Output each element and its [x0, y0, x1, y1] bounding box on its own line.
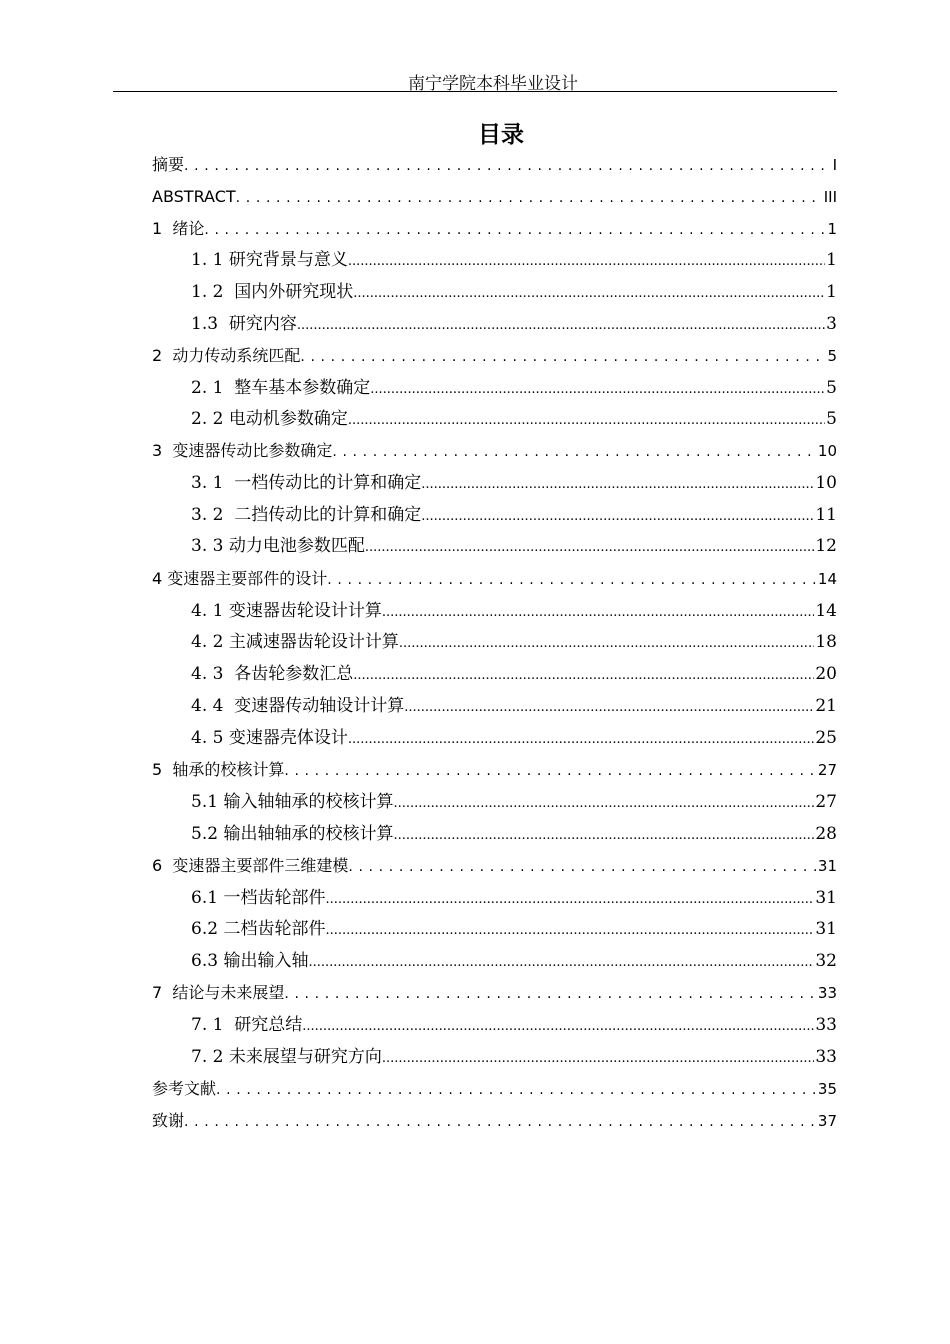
- toc-entry-label: 2. 1 整车基本参数确定: [191, 378, 371, 398]
- toc-entry-chapter[interactable]: [152, 564, 837, 594]
- dot-leader: [365, 531, 815, 563]
- toc-entry-label: 摘要: [152, 155, 185, 174]
- toc-entry-section[interactable]: [191, 468, 837, 498]
- toc-entry-page-number: 3: [826, 314, 837, 334]
- toc-entry-section[interactable]: [191, 531, 837, 561]
- toc-entry-page-number: 1: [826, 282, 837, 302]
- toc-entry-chapter[interactable]: [152, 150, 837, 180]
- toc-entry-label: 5.1 输入轴轴承的校核计算: [191, 792, 394, 812]
- dot-leader: [370, 373, 825, 405]
- toc-entry-page-number: 5: [827, 347, 837, 365]
- toc-entry-chapter[interactable]: [152, 214, 837, 244]
- toc-entry-page-number: 14: [815, 601, 837, 621]
- toc-entry-label: 3. 1 一档传动比的计算和确定: [191, 473, 422, 493]
- toc-entry-page-number: 5: [826, 378, 837, 398]
- toc-entry-page-number: 33: [817, 984, 837, 1002]
- dot-leader: [184, 150, 831, 181]
- dot-leader: [236, 182, 822, 213]
- toc-entry-section[interactable]: [191, 596, 837, 626]
- toc-entry-section[interactable]: [191, 691, 837, 721]
- toc-entry-label: 6.3 输出输入轴: [191, 951, 309, 971]
- dot-leader: [399, 627, 815, 659]
- dot-leader: [216, 1074, 816, 1105]
- toc-entry-page-number: 27: [817, 761, 837, 779]
- toc-entry-section[interactable]: [191, 723, 837, 753]
- dot-leader: [348, 851, 816, 882]
- dot-leader: [284, 755, 816, 786]
- toc-entry-section[interactable]: [191, 819, 837, 849]
- toc-entry-chapter[interactable]: [152, 341, 837, 371]
- dot-leader: [325, 883, 814, 915]
- toc-entry-label: 1.3 研究内容: [191, 314, 297, 334]
- toc-entry-page-number: I: [832, 156, 837, 174]
- dot-leader: [348, 404, 825, 436]
- toc-entry-label: 致谢: [152, 1111, 185, 1130]
- toc-entry-page-number: 32: [815, 951, 837, 971]
- toc-entry-label: 6.1 一档齿轮部件: [191, 888, 326, 908]
- toc-entry-page-number: 33: [815, 1015, 837, 1035]
- toc-entry-section[interactable]: [191, 883, 837, 913]
- toc-entry-page-number: 10: [815, 473, 837, 493]
- toc-entry-label: 4 变速器主要部件的设计: [152, 569, 328, 588]
- dot-leader: [421, 468, 814, 500]
- toc-entry-chapter[interactable]: [152, 978, 837, 1008]
- toc-entry-label: 3. 3 动力电池参数匹配: [191, 536, 365, 556]
- dot-leader: [382, 596, 815, 628]
- toc-entry-chapter[interactable]: [152, 851, 837, 881]
- toc-entry-section[interactable]: [191, 627, 837, 657]
- toc-entry-section[interactable]: [191, 1042, 837, 1072]
- toc-entry-section[interactable]: [191, 914, 837, 944]
- toc-entry-page-number: 28: [815, 824, 837, 844]
- toc-entry-page-number: 33: [815, 1047, 837, 1067]
- dot-leader: [353, 659, 814, 691]
- toc-entry-page-number: III: [823, 188, 837, 206]
- toc-entry-page-number: 11: [815, 505, 837, 525]
- toc-entry-page-number: 27: [815, 792, 837, 812]
- toc-entry-label: 6 变速器主要部件三维建模: [152, 856, 349, 875]
- dot-leader: [421, 500, 814, 532]
- dot-leader: [353, 277, 825, 309]
- toc-entry-page-number: 1: [826, 250, 837, 270]
- dot-leader: [300, 341, 825, 372]
- toc-entry-chapter[interactable]: [152, 755, 837, 785]
- toc-entry-page-number: 31: [815, 919, 837, 939]
- toc-entry-label: ABSTRACT: [152, 187, 236, 206]
- dot-leader: [348, 245, 825, 277]
- toc-entry-label: 3 变速器传动比参数确定: [152, 441, 333, 460]
- toc-entry-label: 5 轴承的校核计算: [152, 760, 285, 779]
- toc-entry-page-number: 10: [817, 442, 837, 460]
- toc-entry-page-number: 1: [827, 220, 837, 238]
- dot-leader: [327, 564, 816, 595]
- toc-entry-label: 7. 1 研究总结: [191, 1015, 303, 1035]
- toc-entry-section[interactable]: [191, 309, 837, 339]
- toc-entry-label: 3. 2 二挡传动比的计算和确定: [191, 505, 422, 525]
- dot-leader: [393, 819, 814, 851]
- toc-entry-section[interactable]: [191, 404, 837, 434]
- toc-entry-page-number: 14: [817, 570, 837, 588]
- dot-leader: [393, 787, 814, 819]
- toc-entry-label: 2 动力传动系统匹配: [152, 346, 301, 365]
- toc-entry-chapter[interactable]: [152, 182, 837, 212]
- dot-leader: [284, 978, 816, 1009]
- dot-leader: [382, 1042, 815, 1074]
- toc-entry-label: 1. 2 国内外研究现状: [191, 282, 354, 302]
- toc-entry-section[interactable]: [191, 787, 837, 817]
- toc-entry-chapter[interactable]: [152, 1074, 837, 1104]
- toc-entry-page-number: 20: [815, 664, 837, 684]
- toc-entry-label: 参考文献: [152, 1079, 217, 1098]
- toc-entry-chapter[interactable]: [152, 436, 837, 466]
- toc-entry-label: 7 结论与未来展望: [152, 983, 285, 1002]
- dot-leader: [308, 946, 814, 978]
- toc-entry-page-number: 12: [815, 536, 837, 556]
- toc-entry-page-number: 18: [815, 632, 837, 652]
- toc-entry-label: 4. 4 变速器传动轴设计计算: [191, 696, 405, 716]
- toc-entry-section[interactable]: [191, 277, 837, 307]
- toc-entry-label: 6.2 二档齿轮部件: [191, 919, 326, 939]
- dot-leader: [325, 914, 814, 946]
- toc-entry-page-number: 21: [815, 696, 837, 716]
- toc-entry-section[interactable]: [191, 500, 837, 530]
- toc-entry-section[interactable]: [191, 1010, 837, 1040]
- toc-entry-label: 5.2 输出轴轴承的校核计算: [191, 824, 394, 844]
- page-header: 南宁学院本科毕业设计: [408, 74, 578, 94]
- toc-entry-section[interactable]: [191, 373, 837, 403]
- toc-entry-section[interactable]: [191, 659, 837, 689]
- toc-entry-label: 1. 1 研究背景与意义: [191, 250, 348, 270]
- toc-entry-label: 1 绪论: [152, 219, 205, 238]
- toc-entry-label: 7. 2 未来展望与研究方向: [191, 1047, 382, 1067]
- toc-entry-label: 4. 1 变速器齿轮设计计算: [191, 601, 382, 621]
- toc-entry-label: 4. 5 变速器壳体设计: [191, 728, 348, 748]
- toc-entry-label: 4. 2 主减速器齿轮设计计算: [191, 632, 399, 652]
- toc-entry-page-number: 25: [815, 728, 837, 748]
- toc-entry-page-number: 5: [826, 409, 837, 429]
- dot-leader: [302, 1010, 814, 1042]
- toc-entry-page-number: 31: [817, 857, 837, 875]
- dot-leader: [184, 1106, 816, 1137]
- toc-title: 目录: [478, 122, 524, 148]
- dot-leader: [404, 691, 814, 723]
- toc-entry-page-number: 35: [817, 1080, 837, 1098]
- toc-entry-section[interactable]: [191, 245, 837, 275]
- toc-entry-section[interactable]: [191, 946, 837, 976]
- toc-entry-label: 2. 2 电动机参数确定: [191, 409, 348, 429]
- dot-leader: [348, 723, 815, 755]
- header-rule: [113, 91, 837, 92]
- dot-leader: [332, 436, 816, 467]
- toc-entry-chapter[interactable]: [152, 1106, 837, 1136]
- toc-entry-page-number: 31: [815, 888, 837, 908]
- toc-entry-label: 4. 3 各齿轮参数汇总: [191, 664, 354, 684]
- dot-leader: [297, 309, 825, 341]
- dot-leader: [204, 214, 825, 245]
- toc-entry-page-number: 37: [817, 1112, 837, 1130]
